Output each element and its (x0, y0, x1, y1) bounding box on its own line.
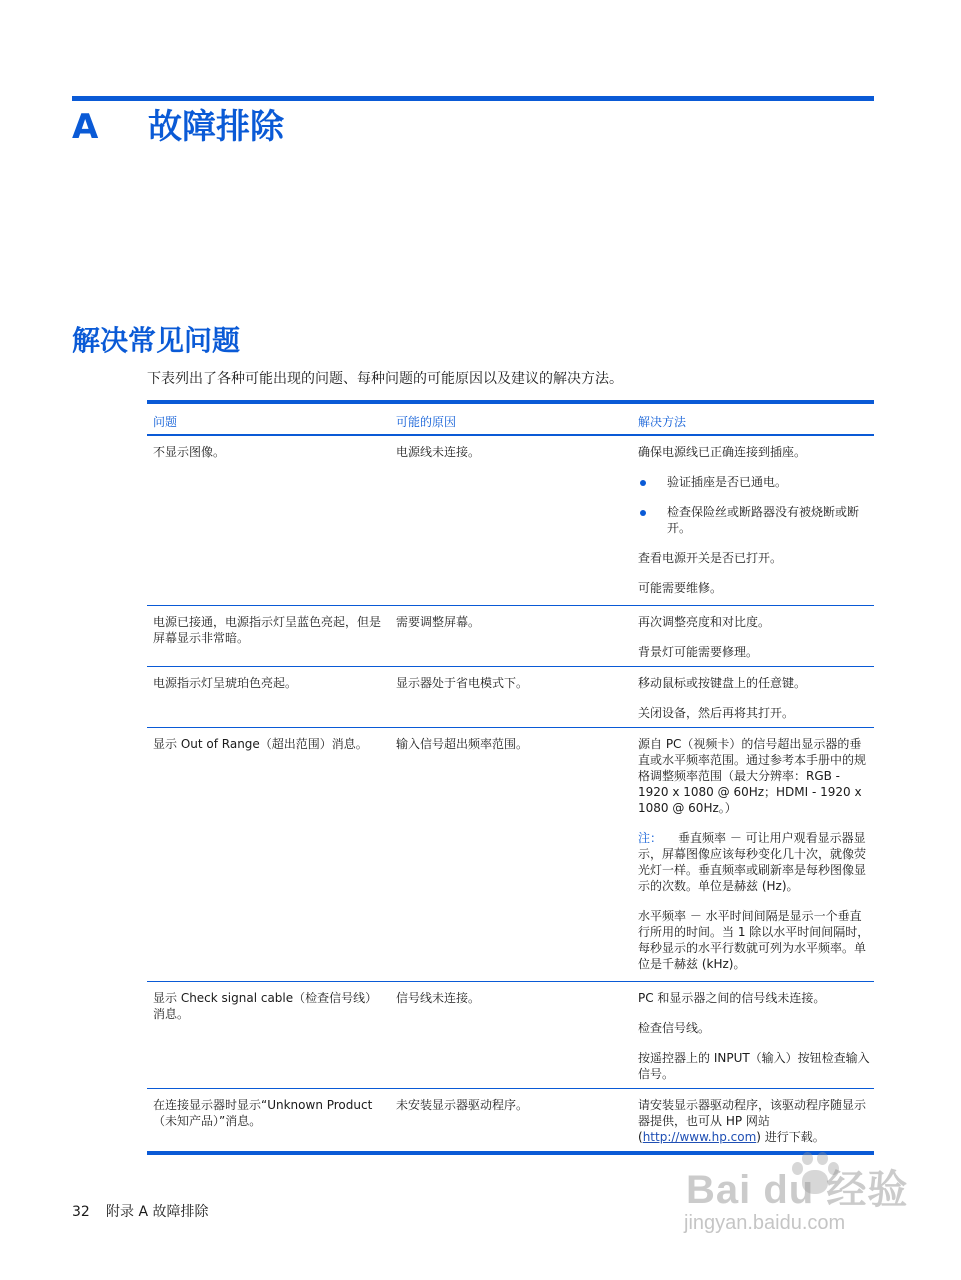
note-label: 注： (638, 831, 663, 845)
baidu-watermark (678, 1150, 918, 1260)
solution-cell (638, 990, 870, 1096)
solution-text: PC 和显示器之间的信号线未连接。 (638, 991, 826, 1005)
watermark-logo: Bai du 经验 (686, 1168, 909, 1212)
list-item (638, 504, 870, 536)
solution-text-end: ) 进行下载。 (756, 1130, 825, 1144)
table-row (147, 982, 874, 1089)
solution-text: 可能需要维修。 (638, 581, 723, 595)
footer-text: 附录 A 故障排除 (106, 1204, 209, 1220)
section-title: 解决常见问题 (72, 324, 241, 357)
solution-text (638, 1097, 870, 1145)
bullet-icon (640, 510, 646, 516)
problem-cell: 电源指示灯呈琥珀色亮起。 (153, 676, 298, 690)
solution-text: 移动鼠标或按键盘上的任意键。 (638, 676, 807, 690)
paw-icon (788, 1150, 842, 1202)
list-item-text: 检查保险丝或断路器没有被烧断或断开。 (667, 505, 860, 535)
hp-website-link[interactable]: http://www.hp.com (642, 1130, 757, 1144)
table-row (147, 667, 874, 728)
note-block (638, 830, 870, 894)
problem-cell: 不显示图像。 (153, 445, 226, 459)
solution-cell (638, 614, 870, 674)
table-row (147, 1089, 874, 1155)
bullet-icon (640, 480, 646, 486)
cause-cell: 需要调整屏幕。 (396, 615, 481, 629)
troubleshooting-table (147, 400, 874, 1155)
cause-cell: 显示器处于省电模式下。 (396, 676, 529, 690)
page-number: 32 (72, 1204, 90, 1220)
chapter-title: 故障排除 (148, 107, 284, 147)
table-row (147, 436, 874, 606)
solution-text: 再次调整亮度和对比度。 (638, 615, 771, 629)
cause-cell: 输入信号超出频率范围。 (396, 737, 529, 751)
solution-cell (638, 675, 870, 735)
note-text: 垂直频率 － 可让用户观看显示器显示，屏幕图像应该每秒变化几十次，就像荧光灯一样。垂直频率或刷新率是每秒图像显示的次数。单位是赫兹 (Hz)。 (638, 831, 867, 893)
header-cause: 可能的原因 (396, 415, 457, 429)
cause-cell: 信号线未连接。 (396, 991, 481, 1005)
solution-text: 确保电源线已正确连接到插座。 (638, 445, 807, 459)
cause-cell: 电源线未连接。 (396, 445, 481, 459)
problem-cell: 电源已接通，电源指示灯呈蓝色亮起，但是屏幕显示非常暗。 (153, 615, 382, 645)
problem-cell: 显示 Check signal cable（检查信号线）消息。 (153, 991, 378, 1021)
solution-text: 源自 PC（视频卡）的信号超出显示器的垂直或水平频率范围。通过参考本手册中的规格调整频率范围（最大分辨率：RGB - 1920 x 1080 @ 60Hz；HDMI - 1920 x 1080 @ 60Hz。） (638, 737, 867, 815)
solution-cell (638, 736, 870, 986)
solution-text: 水平频率 － 水平时间间隔是显示一个垂直行所用的时间。当 1 除以水平时间间隔时，每秒显示的水平行数就可列为水平频率。单位是千赫兹 (kHz)。 (638, 909, 870, 971)
table-row (147, 606, 874, 667)
solution-text: 背景灯可能需要修理。 (638, 645, 759, 659)
chapter-letter: A (72, 107, 99, 147)
solution-text: 查看电源开关是否已打开。 (638, 551, 783, 565)
intro-text: 下表列出了各种可能出现的问题、每种问题的可能原因以及建议的解决方法。 (147, 371, 623, 387)
solution-text-start: 请安装显示器驱动程序，该驱动程序随显示器提供，也可从 HP 网站 ( (638, 1098, 867, 1144)
header-solution: 解决方法 (638, 415, 687, 429)
solution-text: 按遥控器上的 INPUT（输入）按钮检查输入信号。 (638, 1051, 870, 1081)
solution-text: 检查信号线。 (638, 1021, 711, 1035)
header-problem: 问题 (153, 415, 178, 429)
solution-text: 关闭设备，然后再将其打开。 (638, 706, 795, 720)
watermark-url: jingyan.baidu.com (684, 1212, 846, 1234)
list-item-text: 验证插座是否已通电。 (667, 475, 788, 489)
problem-cell: 显示 Out of Range（超出范围）消息。 (153, 737, 368, 751)
table-header (147, 404, 874, 436)
cause-cell: 未安装显示器驱动程序。 (396, 1098, 529, 1112)
list-item (638, 474, 870, 490)
table-row (147, 728, 874, 982)
chapter-rule (72, 96, 874, 101)
solution-cell (638, 444, 870, 610)
problem-cell: 在连接显示器时显示“Unknown Product（未知产品）”消息。 (153, 1098, 373, 1128)
